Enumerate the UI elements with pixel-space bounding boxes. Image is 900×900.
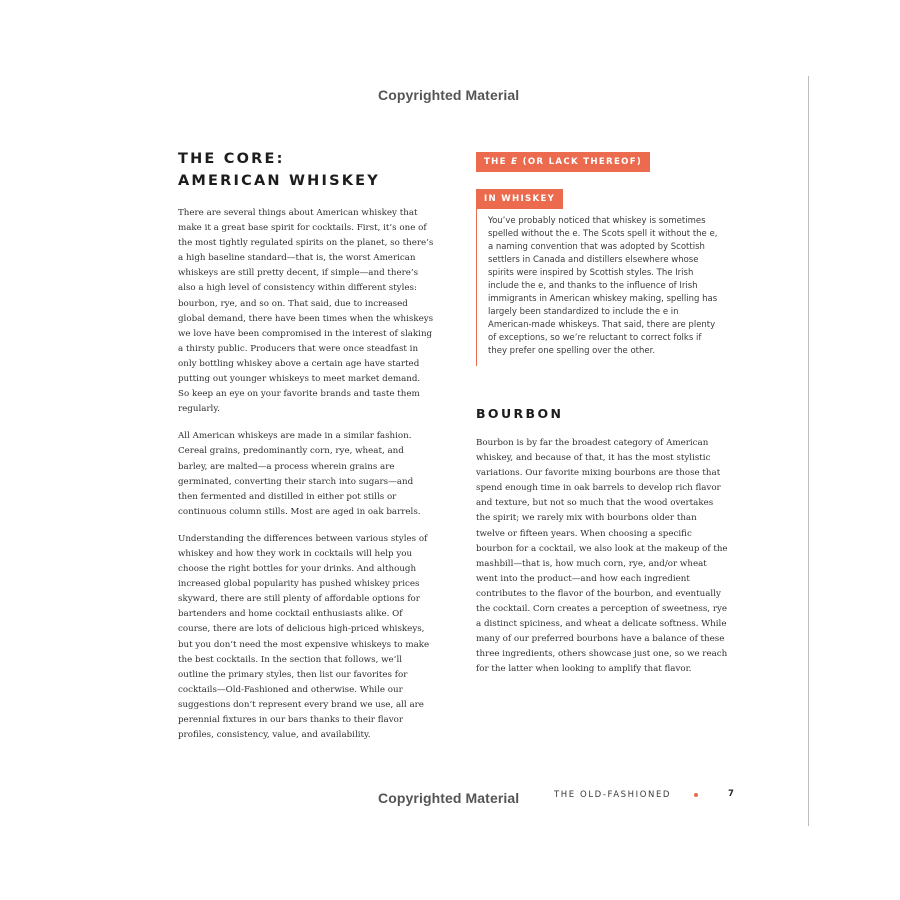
page-number: 7 [728, 789, 734, 799]
page-edge-divider [808, 76, 809, 826]
sidebar-tag-line2: IN WHISKEY [476, 189, 563, 209]
sidebar-box [476, 151, 722, 366]
main-column [178, 148, 434, 755]
sidebar-body-text: You’ve probably noticed that whiskey is sometimes spelled without the e. The Scots spell it without the e, a naming convention that was adopted by Scottish settlers in Canada and distillers elsewhere whose spirits were inspired by Scottish styles. The Irish include the e, and thanks to the influence of Irish immigrants in American whiskey making, spelling has largely been standardized to include the e in American-made whiskeys. That said, there are plenty of exceptions, so we’re reluctant to correct folks if they prefer one spelling over the other. [476, 209, 722, 366]
main-paragraph-1: There are several things about American whiskey that make it a great base spirit for cocktails. First, it’s one of the most tightly regulated spirits on the planet, so there’s a high baseline standard—that is, the worst American whiskeys are still pretty decent, if simple—and there’s also a high level of consistency within different styles: bourbon, rye, and so on. That said, due to increased global demand, there have been times when the whiskeys we love have been compromised in the interest of slaking a thirsty public. Producers that were once steadfast in only bottling whiskey above a certain age have started putting out younger whiskeys to meet market demand. So keep an eye on your favorite brands and taste them regularly. [178, 208, 434, 415]
section-heading-line1: THE CORE: [178, 151, 285, 167]
running-footer-title: THE OLD-FASHIONED [554, 790, 672, 800]
sidebar-tag-line1: THE E (OR LACK THEREOF) [476, 152, 650, 172]
main-paragraph-2: All American whiskeys are made in a similar fashion. Cereal grains, predominantly corn, rye, wheat, and barley, are malted—a process wherein grains are germinated, converting their starch into sugars—and then fermented and distilled in either pot stills or continuous column stills. Most are aged in oak barrels. [178, 431, 421, 517]
copyright-watermark-top: Copyrighted Material [378, 87, 520, 103]
bourbon-heading: BOURBON [476, 406, 564, 421]
copyright-watermark-bottom: Copyrighted Material [378, 790, 520, 806]
footer-bullet-icon [694, 793, 698, 797]
bourbon-section [476, 404, 728, 690]
section-heading-line2: AMERICAN WHISKEY [178, 173, 380, 189]
bourbon-paragraph: Bourbon is by far the broadest category of American whiskey, and because of that, it has the most stylistic variations. Our favorite mixing bourbons are those that spend enough time in oak barrels to develop rich flavor and texture, but not so much that the wood overtakes the spirit; we rarely mix with bourbons older than twelve or fifteen years. When choosing a specific bourbon for a cocktail, we also look at the makeup of the mashbill—that is, how much corn, rye, and/or wheat went into the product—and how each ingredient contributes to the flavor of the bourbon, and eventually the cocktail. Corn creates a perception of sweetness, rye a distinct spiciness, and wheat a delicate softness. While many of our preferred bourbons have a balance of these three ingredients, others showcase just one, so we reach for the latter when looking to amplify that flavor. [476, 438, 728, 675]
section-heading [178, 148, 434, 192]
main-paragraph-3: Understanding the differences between various styles of whiskey and how they work in cocktails will help you choose the right bottles for your drinks. And although increased global popularity has pushed whiskey prices skyward, there are still plenty of affordable options for bartenders and home cocktail enthusiasts alike. Of course, there are lots of delicious high-priced whiskeys, but you don’t need the most expensive whiskeys to make the best cocktails. In the section that follows, we’ll outline the primary styles, then list our favorites for cocktails—Old-Fashioned and otherwise. While our suggestions don’t represent every brand we use, all are perennial fixtures in our bars thanks to their flavor profiles, consistency, value, and availability. [178, 533, 430, 741]
